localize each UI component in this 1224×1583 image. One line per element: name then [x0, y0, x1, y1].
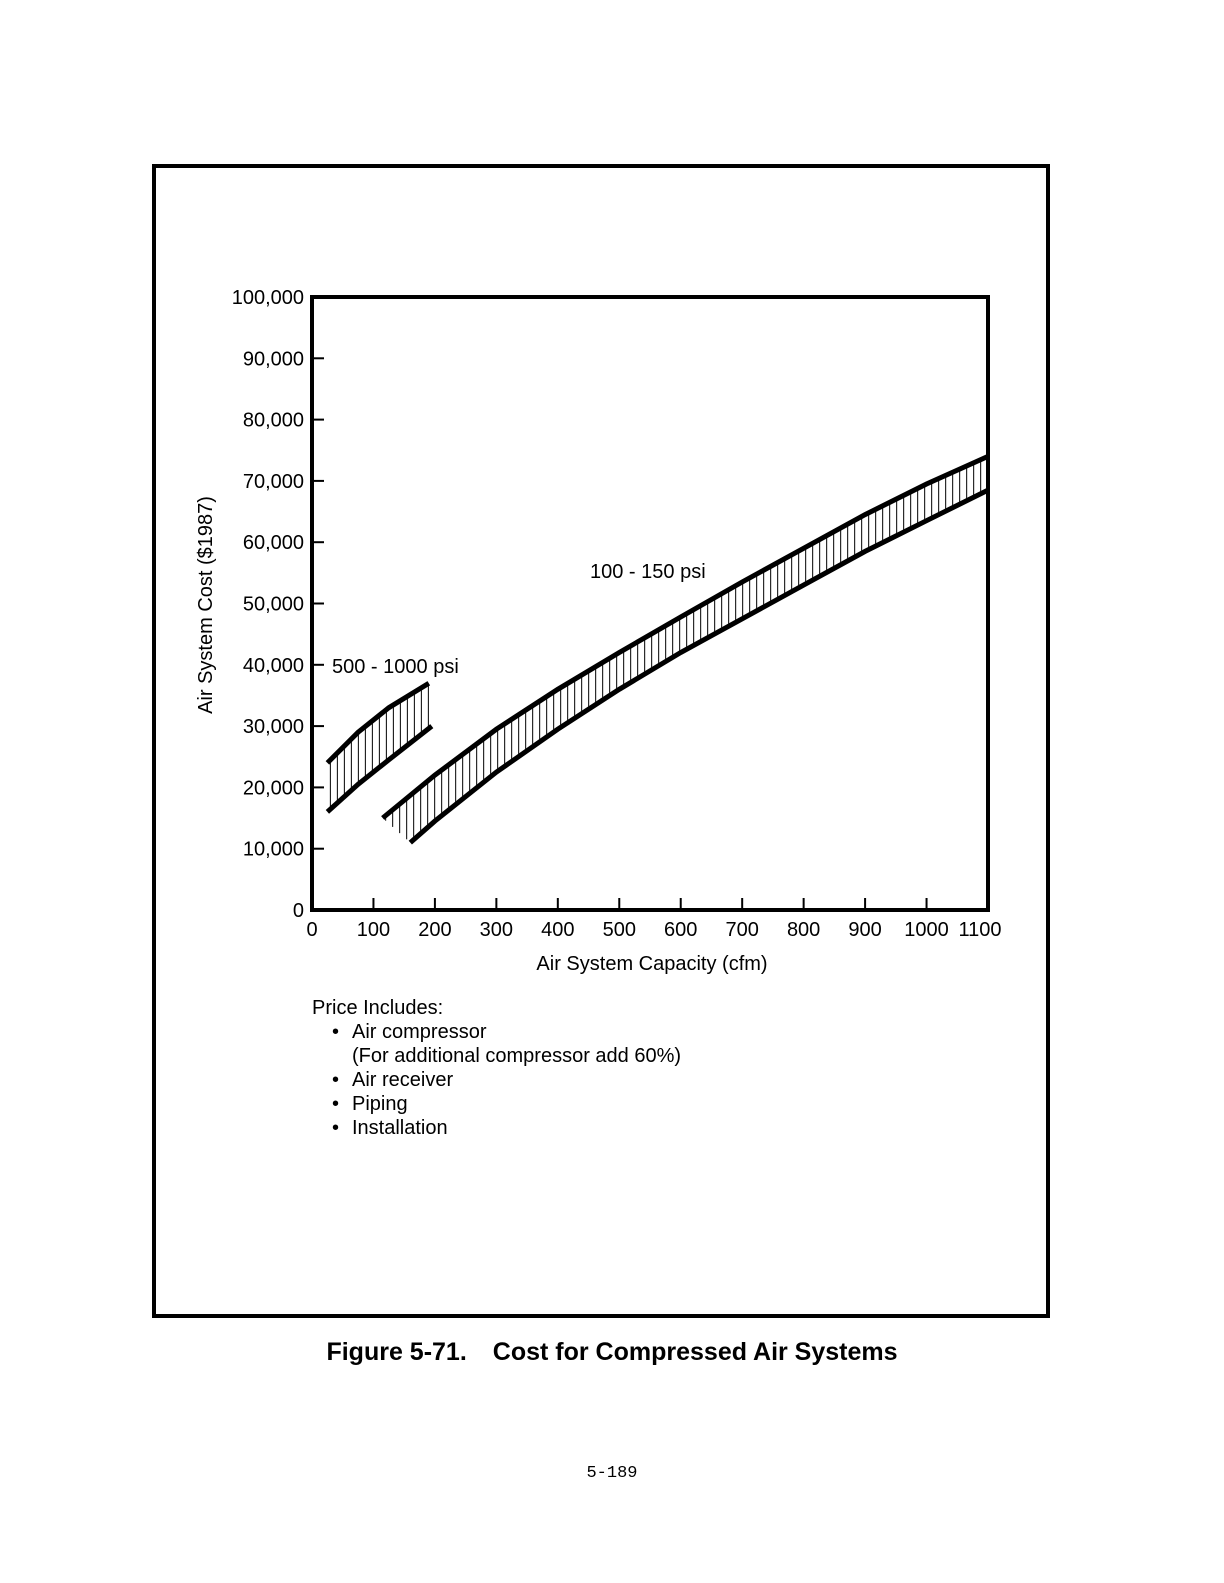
y-tick-label: 10,000: [242, 838, 304, 861]
y-tick-label: 0: [292, 900, 304, 922]
x-tick-label: 600: [664, 919, 698, 941]
x-axis-title: Air System Capacity (cfm): [536, 953, 768, 975]
x-tick-label: 0: [306, 919, 318, 941]
y-tick-label: 90,000: [242, 348, 304, 371]
price-includes-notes: [312, 996, 681, 1140]
x-tick-label: 900: [848, 919, 882, 941]
band-label-100-150-psi: 100 - 150 psi: [590, 561, 706, 583]
list-item-installation: [332, 1116, 681, 1140]
figure-number: Figure 5-71.: [326, 1338, 467, 1366]
figure-caption: [0, 1338, 1224, 1367]
y-tick-label: 60,000: [242, 532, 304, 555]
bullet: •: [332, 1093, 340, 1115]
additional-compressor-note: (For additional compressor add 60%): [352, 1045, 682, 1067]
y-tick-label: 40,000: [242, 654, 304, 677]
y-tick-label: 20,000: [242, 777, 304, 800]
x-tick-label: 700: [725, 919, 759, 941]
band-upper-line: [327, 683, 428, 763]
list-item-label: Air compressor: [352, 1021, 487, 1043]
y-tick-label: 80,000: [242, 409, 304, 432]
page-number: 5-189: [586, 1464, 638, 1483]
price-includes-heading: Price Includes:: [312, 997, 444, 1019]
x-tick-label: 200: [418, 919, 452, 941]
list-item-label: Air receiver: [352, 1069, 454, 1091]
x-tick-label: 1000: [904, 919, 949, 941]
list-item-air-receiver: [332, 1068, 681, 1092]
x-tick-label: 500: [602, 919, 636, 941]
x-tick-label: 1100: [958, 919, 1002, 941]
bullet: •: [332, 1021, 340, 1043]
band-lower-line: [410, 490, 988, 842]
price-includes-list: [312, 1020, 681, 1140]
x-tick-label: 400: [541, 919, 575, 941]
list-item-sub-note: [332, 1044, 681, 1068]
y-tick-label: 100,000: [231, 287, 304, 309]
list-item-label: Piping: [352, 1093, 408, 1115]
figure-title: Cost for Compressed Air Systems: [492, 1338, 898, 1366]
list-item-air-compressor: [332, 1020, 681, 1044]
x-tick-label: 800: [786, 919, 821, 941]
y-tick-label: 30,000: [242, 716, 304, 739]
y-axis-title: Air System Cost ($1987): [195, 496, 217, 714]
x-tick-label: 300: [479, 919, 514, 941]
band-upper-line: [383, 456, 988, 818]
band-series-1: [383, 456, 988, 842]
list-item-piping: [332, 1092, 681, 1116]
bullet: •: [332, 1069, 340, 1091]
band-label-500-1000-psi: 500 - 1000 psi: [332, 656, 459, 678]
y-tick-label: 50,000: [242, 593, 304, 616]
y-tick-label: 70,000: [242, 470, 304, 493]
list-item-label: Installation: [352, 1117, 448, 1139]
bullet: •: [332, 1117, 340, 1139]
x-tick-label: 100: [356, 919, 391, 941]
